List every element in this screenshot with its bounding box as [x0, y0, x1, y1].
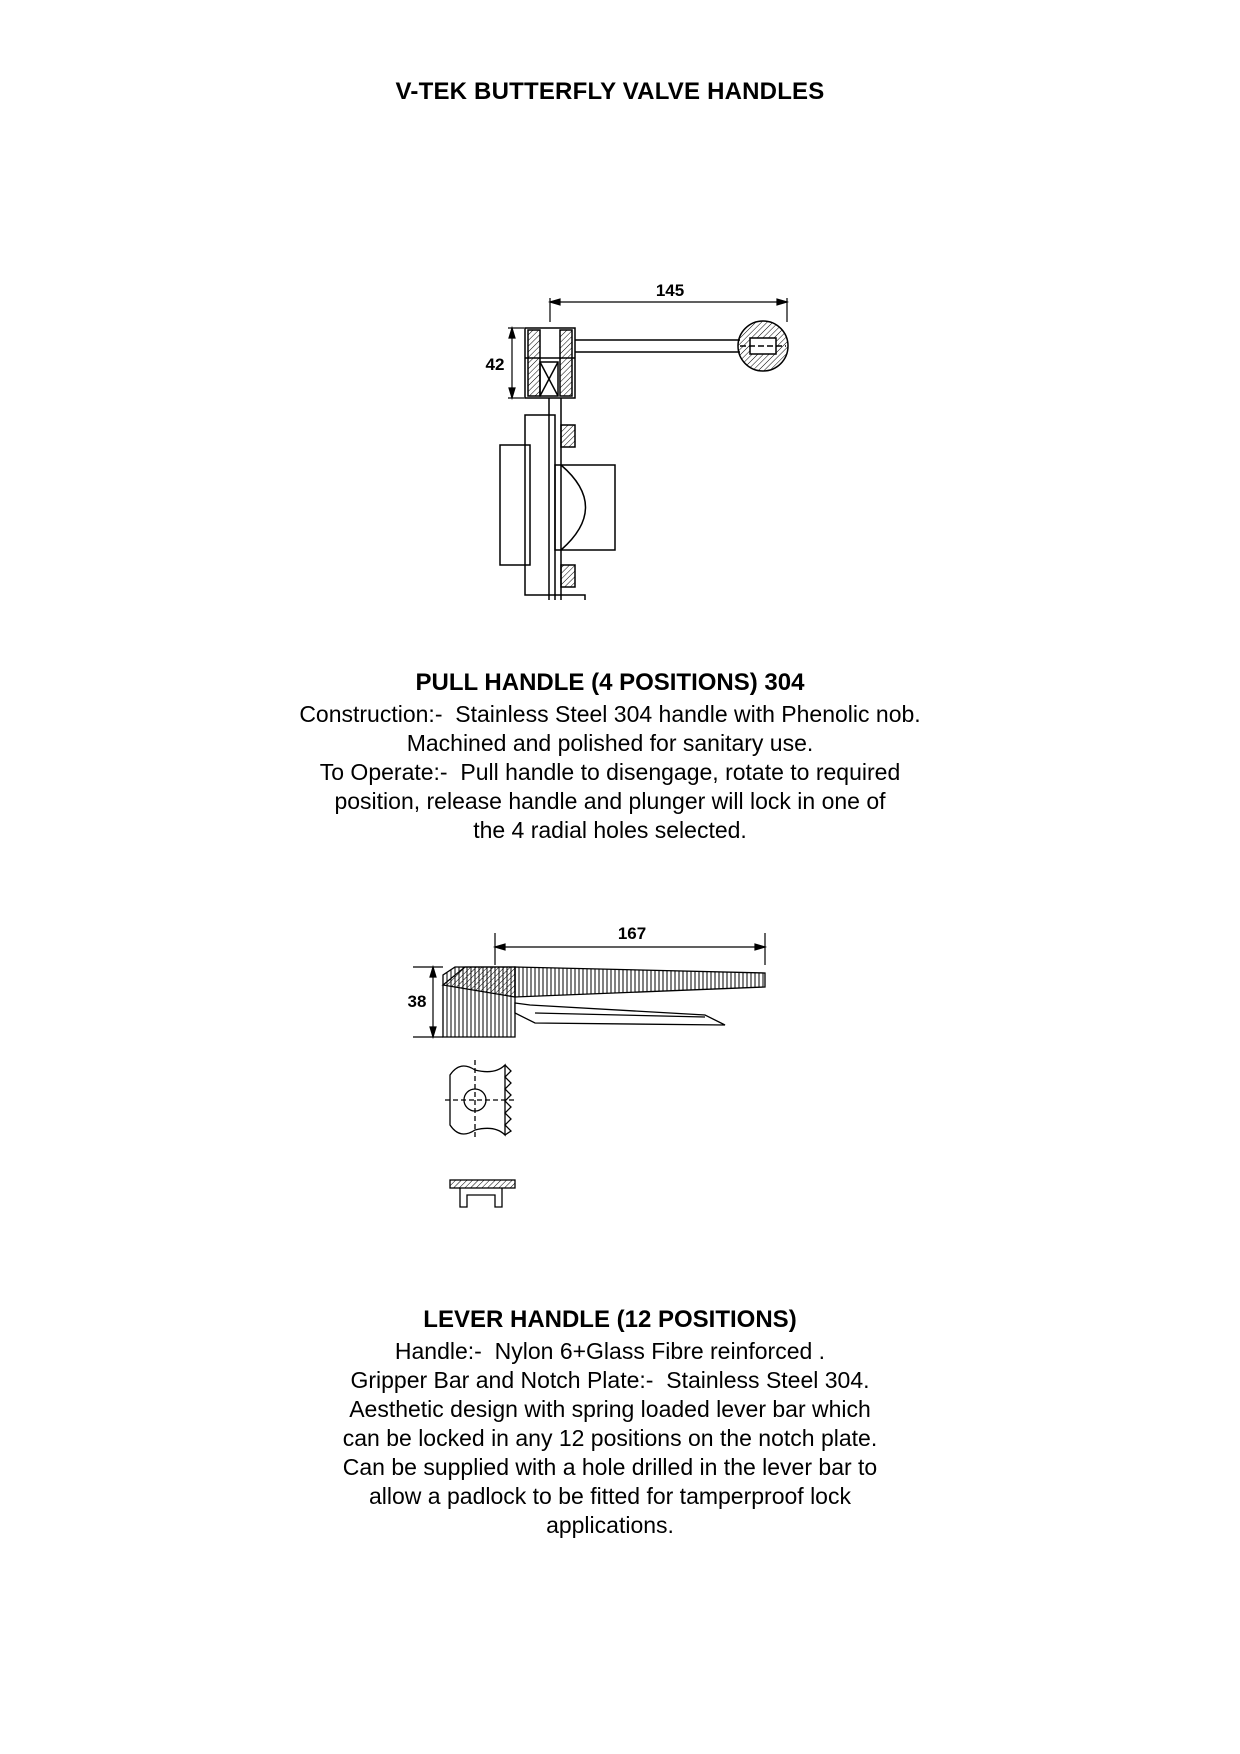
pull-handle-line: the 4 radial holes selected. [473, 817, 747, 843]
lever-handle-line: Gripper Bar and Notch Plate:- Stainless Steel 304. [350, 1367, 870, 1393]
pull-dimension-height [508, 328, 524, 398]
valve-body [500, 398, 615, 600]
lever-handle-line: Handle:- Nylon 6+Glass Fibre reinforced . [394, 1338, 826, 1364]
lever-dimension-height-label: 38 [407, 992, 427, 1011]
pull-dimension-length [550, 298, 787, 322]
lever-handle-body [443, 967, 765, 1037]
pull-handle-line: To Operate:- Pull handle to disengage, rotate to required [319, 759, 901, 785]
lever-handle-section [0, 1305, 1220, 1540]
notch-plate [445, 1060, 517, 1140]
lever-handle-line: Aesthetic design with spring loaded lever bar which [349, 1396, 871, 1422]
pull-handle-section [0, 668, 1220, 845]
lever-handle-line: can be locked in any 12 positions on the notch plate. [342, 1425, 878, 1451]
lever-handle-line: Can be supplied with a hole drilled in the lever bar to [342, 1454, 878, 1480]
lever-handle-heading: LEVER HANDLE (12 POSITIONS) [423, 1306, 797, 1333]
page-title: V-TEK BUTTERFLY VALVE HANDLES [395, 78, 825, 105]
pull-handle-body [525, 321, 788, 398]
pull-handle-heading: PULL HANDLE (4 POSITIONS) 304 [415, 669, 805, 696]
pull-handle-drawing [440, 270, 800, 600]
pull-dimension-length-label: 145 [655, 281, 685, 300]
lever-dimension-length-label: 167 [617, 925, 647, 943]
lever-handle-line: allow a padlock to be fitted for tamperproof lock [369, 1483, 851, 1509]
gripper-bar [450, 1180, 515, 1207]
lever-handle-drawing [405, 925, 785, 1215]
pull-handle-line: position, release handle and plunger will lock in one of [334, 788, 886, 814]
lever-handle-line: applications. [546, 1512, 674, 1538]
pull-handle-line: Construction:- Stainless Steel 304 handle with Phenolic nob. [299, 701, 921, 727]
pull-dimension-height-label: 42 [485, 355, 505, 374]
pull-handle-line: Machined and polished for sanitary use. [406, 730, 814, 756]
